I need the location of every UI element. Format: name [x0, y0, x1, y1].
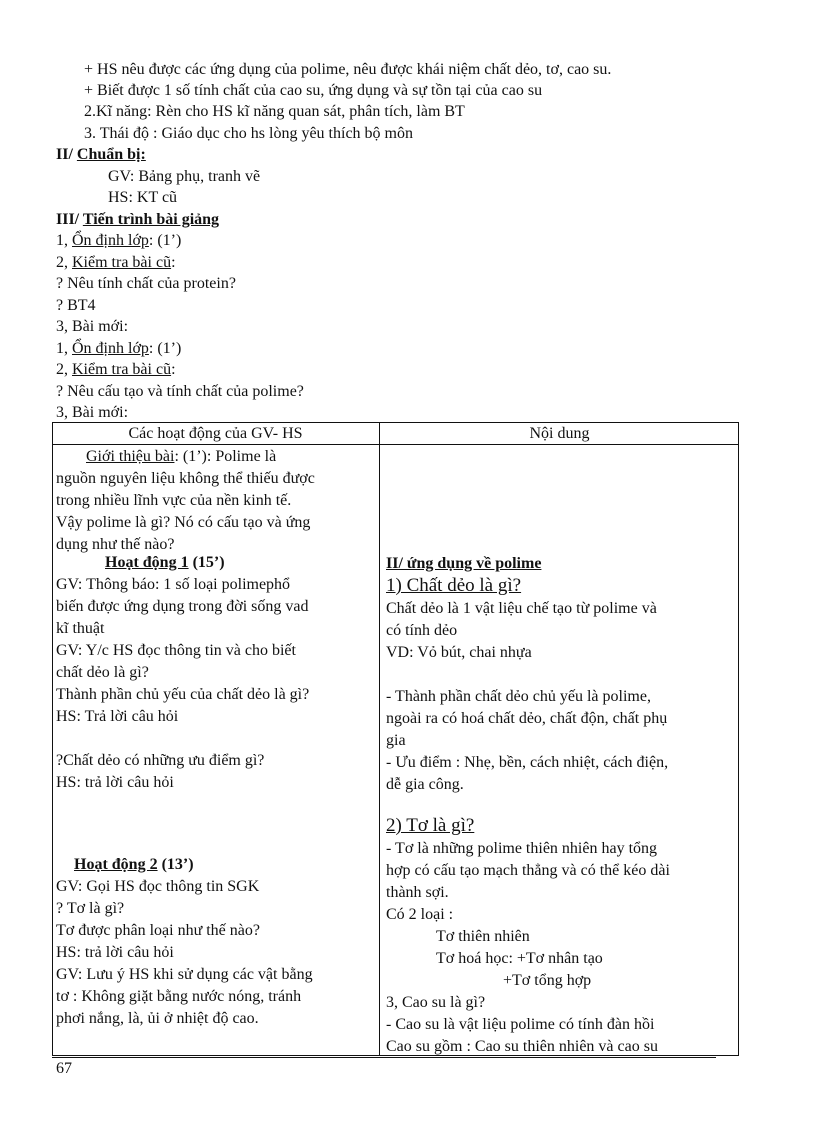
table-header-divider: [52, 444, 739, 445]
content-line: - Cao su là vật liệu polime có tính đàn hồi: [386, 1016, 655, 1033]
step-review: 2, Kiểm tra bài cũ:: [56, 361, 176, 378]
content-line: Tơ hoá học: +Tơ nhân tạo: [436, 950, 603, 967]
content-line: dễ gia công.: [386, 776, 464, 793]
activity-line: phơi nắng, là, ủi ở nhiệt độ cao.: [56, 1010, 259, 1027]
section-heading-preparation: II/ Chuẩn bị:: [56, 146, 146, 163]
content-line: - Tơ là những polime thiên nhiên hay tổng: [386, 840, 658, 857]
activity-line: ?Chất dẻo có những ưu điểm gì?: [56, 752, 265, 769]
fiber-content: [386, 838, 730, 1058]
content-line: có tính dẻo: [386, 622, 458, 639]
intro-line: trong nhiều lĩnh vực của nền kinh tế.: [56, 492, 292, 509]
content-line: gia: [386, 732, 406, 749]
activity-line: biến được ứng dụng trong đời sống vad: [56, 598, 309, 615]
activity-line: kĩ thuật: [56, 620, 105, 637]
content-line: Chất dẻo là 1 vật liệu chế tạo từ polime và: [386, 600, 657, 617]
content-heading: II/ ứng dụng về polime: [386, 555, 542, 572]
content-line: - Ưu điểm : Nhẹ, bền, cách nhiệt, cách điện,: [386, 754, 669, 771]
activity-line: GV: Gọi HS đọc thông tin SGK: [56, 878, 260, 895]
content-subheading-fiber: 2) Tơ là gì?: [386, 815, 475, 836]
section-heading-progress: III/ Tiến trình bài giảng: [56, 211, 220, 228]
page-number: 67: [56, 1060, 72, 1077]
review-question: ? BT4: [56, 297, 96, 314]
spacer: [386, 664, 730, 686]
footer-rule: [52, 1057, 716, 1058]
table-column-divider: [379, 422, 380, 1056]
activity-line: HS: Trả lời câu hỏi: [56, 708, 179, 725]
intro-paragraph: [56, 446, 371, 556]
content-line: - Thành phần chất dẻo chủ yếu là polime,: [386, 688, 651, 705]
activity-line: HS: trả lời câu hỏi: [56, 944, 174, 961]
activity-line: GV: Thông báo: 1 số loại polimephổ: [56, 576, 291, 593]
preparation-gv: GV: Bảng phụ, tranh vẽ: [108, 168, 261, 185]
intro-line: Vậy polime là gì? Nó có cấu tạo và ứng: [56, 514, 311, 531]
spacer: [56, 728, 371, 750]
step-new-lesson: 3, Bài mới:: [56, 318, 129, 335]
activity-line: chất dẻo là gì?: [56, 664, 149, 681]
intro-line: dụng như thế nào?: [56, 536, 175, 553]
attitude-line: 3. Thái độ : Giáo dục cho hs lòng yêu thích bộ môn: [84, 125, 413, 142]
table-header-content: Nội dung: [529, 425, 590, 442]
intro-line: nguồn nguyên liệu không thể thiếu được: [56, 470, 315, 487]
content-line: ngoài ra có hoá chất dẻo, chất độn, chất phụ: [386, 710, 668, 727]
content-line: +Tơ tổng hợp: [503, 972, 592, 989]
step-class-stabilization: 1, Ổn định lớp: (1’): [56, 232, 182, 249]
step-class-stabilization: 1, Ổn định lớp: (1’): [56, 340, 182, 357]
activity-line: ? Tơ là gì?: [56, 900, 125, 917]
table-header-activities: Các hoạt động của GV- HS: [128, 425, 303, 442]
review-question: ? Nêu cấu tạo và tính chất của polime?: [56, 383, 304, 400]
plastics-content: [386, 598, 730, 796]
objective-line: + Biết được 1 số tính chất của cao su, ứng dụng và sự tồn tại của cao su: [84, 82, 543, 99]
activity-line: HS: trả lời câu hỏi: [56, 774, 174, 791]
activity-line: tơ : Không giặt bằng nước nóng, tránh: [56, 988, 302, 1005]
step-review: 2, Kiểm tra bài cũ:: [56, 254, 176, 271]
activity-2-heading: Hoạt động 2 (13’): [74, 856, 194, 873]
activity-line: GV: Lưu ý HS khi sử dụng các vật bằng: [56, 966, 313, 983]
activity-1-body: [56, 574, 371, 794]
activity-line: Tơ được phân loại như thế nào?: [56, 922, 260, 939]
step-new-lesson: 3, Bài mới:: [56, 404, 129, 421]
activity-2-body: [56, 876, 371, 1030]
objective-line: + HS nêu được các ứng dụng của polime, nêu được khái niệm chất dẻo, tơ, cao su.: [84, 61, 612, 78]
preparation-hs: HS: KT cũ: [108, 189, 178, 206]
content-line: hợp có cấu tạo mạch thẳng và có thể kéo dài: [386, 862, 670, 879]
content-line: Tơ thiên nhiên: [436, 928, 530, 945]
content-line: thành sợi.: [386, 884, 449, 901]
content-line: Cao su gồm : Cao su thiên nhiên và cao su: [386, 1038, 658, 1055]
intro-line: Giới thiệu bài: (1’): Polime là: [86, 448, 277, 465]
content-line: 3, Cao su là gì?: [386, 994, 486, 1011]
activity-line: Thành phần chủ yếu của chất dẻo là gì?: [56, 686, 310, 703]
review-question: ? Nêu tính chất của protein?: [56, 275, 236, 292]
content-subheading-plastics: 1) Chất dẻo là gì?: [386, 575, 522, 596]
skill-line: 2.Kĩ năng: Rèn cho HS kĩ năng quan sát, phân tích, làm BT: [84, 103, 465, 120]
activity-1-heading: Hoạt động 1 (15’): [105, 554, 225, 571]
content-line: VD: Vỏ bút, chai nhựa: [386, 644, 532, 661]
content-line: Có 2 loại :: [386, 906, 454, 923]
activity-line: GV: Y/c HS đọc thông tin và cho biết: [56, 642, 296, 659]
